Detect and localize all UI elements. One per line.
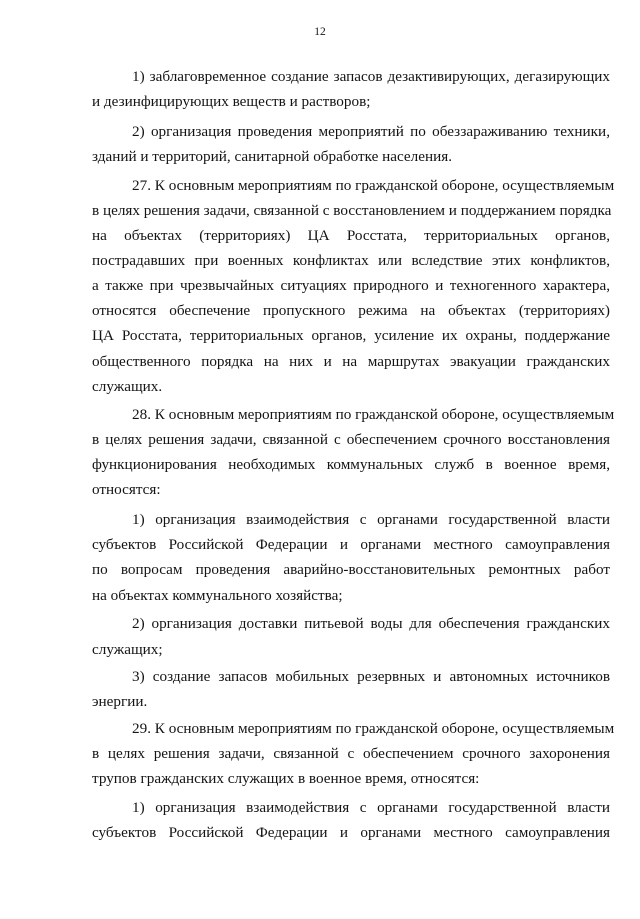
text-line: относятся: — [92, 481, 161, 498]
text-line: субъектов Российской Федерации и органами местного самоуправления — [92, 536, 610, 553]
text-line: ЦА Росстата, территориальных органов, усиление их охраны, поддержание — [92, 327, 610, 344]
text-line: в целях решения задачи, связанной с обеспечением срочного восстановления — [92, 431, 610, 448]
text-line: служащих; — [92, 641, 163, 658]
text-line: на объектах (территориях) ЦА Росстата, территориальных органов, — [92, 227, 610, 244]
text-line: общественного порядка на них и на маршрутах эвакуации гражданских — [92, 353, 610, 370]
text-line: в целях решения задачи, связанной с обеспечением срочного захоронения — [92, 745, 610, 762]
text-line: субъектов Российской Федерации и органами местного самоуправления — [92, 824, 610, 841]
text-line: на объектах коммунального хозяйства; — [92, 587, 343, 604]
text-line: по вопросам проведения аварийно-восстановительных ремонтных работ — [92, 561, 610, 578]
text-line: трупов гражданских служащих в военное время, относятся: — [92, 770, 480, 787]
text-line: зданий и территорий, санитарной обработке населения. — [92, 148, 453, 165]
text-line: 1) заблаговременное создание запасов дезактивирующих, дегазирующих — [132, 68, 610, 85]
text-line: 29. К основным мероприятиям по гражданской обороне, осуществляемым — [132, 720, 615, 737]
text-line: и дезинфицирующих веществ и растворов; — [92, 93, 371, 110]
text-line: энергии. — [92, 693, 148, 710]
text-line: пострадавших при военных конфликтах или вследствие этих конфликтов, — [92, 252, 610, 269]
text-line: 28. К основным мероприятиям по гражданской обороне, осуществляемым — [132, 406, 615, 423]
text-line: 27. К основным мероприятиям по гражданской обороне, осуществляемым — [132, 177, 615, 194]
text-line: в целях решения задачи, связанной с восстановлением и поддержанием порядка — [92, 202, 612, 219]
text-line: функционирования необходимых коммунальных служб в военное время, — [92, 456, 610, 473]
page-number: 12 — [314, 26, 326, 38]
text-line: 2) организация проведения мероприятий по обеззараживанию техники, — [132, 123, 610, 140]
text-line: служащих. — [92, 378, 163, 395]
text-line: 2) организация доставки питьевой воды для обеспечения гражданских — [132, 615, 610, 632]
text-line: относятся обеспечение пропускного режима на объектах (территориях) — [92, 302, 610, 319]
text-line: 3) создание запасов мобильных резервных и автономных источников — [132, 668, 610, 685]
text-line: 1) организация взаимодействия с органами государственной власти — [132, 511, 610, 528]
text-line: а также при чрезвычайных ситуациях природного и техногенного характера, — [92, 277, 610, 294]
text-line: 1) организация взаимодействия с органами государственной власти — [132, 799, 610, 816]
